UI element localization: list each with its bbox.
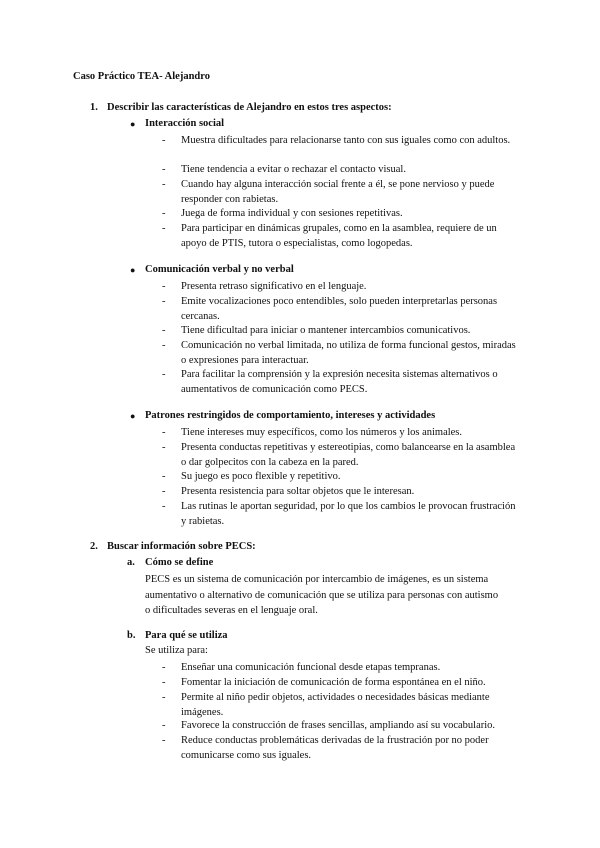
dash-icon: -	[162, 179, 166, 190]
dash-icon: -	[162, 135, 166, 146]
list-item: Emite vocalizaciones poco entendibles, solo pueden interpretarlas personas cercanas.	[181, 296, 498, 322]
dash-icon: -	[162, 471, 166, 482]
subsection-b-letter: b.	[127, 630, 136, 641]
list-item: Comunicación no verbal limitada, no utiliza de forma funcional gestos, miradas o expresiones para interactuar.	[181, 340, 516, 366]
dash-icon: -	[162, 340, 166, 351]
bullet-icon: ●	[130, 411, 136, 421]
dash-icon: -	[162, 223, 166, 234]
list-item: Permite al niño pedir objetos, actividades o necesidades básicas mediante imágenes.	[181, 692, 490, 718]
dash-icon: -	[162, 692, 166, 703]
list-item: Reduce conductas problemáticas derivadas de la frustración por no poder comunicarse como sus iguales.	[181, 735, 489, 761]
list-item: Para facilitar la comprensión y la expresión necesita sistemas alternativos o aumentativos de comunicación como PECS.	[181, 369, 498, 395]
list-item: Tiene dificultad para iniciar o mantener intercambios comunicativos.	[181, 325, 471, 336]
list-item: Las rutinas le aportan seguridad, por lo que los cambios le provocan frustración y rabietas.	[181, 501, 516, 527]
dash-icon: -	[162, 208, 166, 219]
dash-icon: -	[162, 325, 166, 336]
list-item: Presenta retraso significativo en el lenguaje.	[181, 281, 367, 292]
dash-icon: -	[162, 164, 166, 175]
dash-icon: -	[162, 662, 166, 673]
dash-icon: -	[162, 501, 166, 512]
dash-icon: -	[162, 296, 166, 307]
list-item: Juega de forma individual y con sesiones repetitivas.	[181, 208, 403, 219]
section-2-number: 2.	[90, 541, 98, 552]
bullet-icon: ●	[130, 119, 136, 129]
subsection-b-title: Para qué se utiliza	[145, 630, 228, 641]
section-2-title: Buscar información sobre PECS:	[107, 541, 256, 552]
subsection-a-title: Cómo se define	[145, 557, 214, 568]
group-1-title: Interacción social	[145, 118, 225, 129]
dash-icon: -	[162, 720, 166, 731]
dash-icon: -	[162, 677, 166, 688]
bullet-icon: ●	[130, 265, 136, 275]
dash-icon: -	[162, 486, 166, 497]
section-1-number: 1.	[90, 102, 98, 113]
list-item: Tiene tendencia a evitar o rechazar el contacto visual.	[181, 164, 406, 175]
subsection-a-paragraph: PECS es un sistema de comunicación por intercambio de imágenes, es un sistema aumentativo o alternativo de comunicación que se utiliza para personas con autismo o dificultades severas en el lenguaje oral.	[145, 574, 499, 616]
subsection-b-intro: Se utiliza para:	[145, 645, 208, 656]
group-3-title: Patrones restringidos de comportamiento, intereses y actividades	[145, 410, 436, 421]
list-item: Presenta resistencia para soltar objetos que le interesan.	[181, 486, 415, 497]
list-item: Para participar en dinámicas grupales, como en la asamblea, requiere de un apoyo de PTIS, tutora o especialistas, como logopedas.	[181, 223, 497, 249]
list-item: Cuando hay alguna interacción social frente a él, se pone nervioso y puede responder con rabietas.	[181, 179, 495, 205]
list-item: Presenta conductas repetitivas y estereotipias, como balancearse en la asamblea o dar golpecitos con la cabeza en la pared.	[181, 442, 516, 468]
dash-icon: -	[162, 427, 166, 438]
dash-icon: -	[162, 369, 166, 380]
document-title: Caso Práctico TEA- Alejandro	[73, 71, 210, 82]
dash-icon: -	[162, 281, 166, 292]
dash-icon: -	[162, 442, 166, 453]
list-item: Muestra dificultades para relacionarse tanto con sus iguales como con adultos.	[181, 135, 511, 146]
list-item: Fomentar la iniciación de comunicación de forma espontánea en el niño.	[181, 677, 486, 688]
list-item: Favorece la construcción de frases sencillas, ampliando así su vocabulario.	[181, 720, 496, 731]
dash-icon: -	[162, 735, 166, 746]
group-2-title: Comunicación verbal y no verbal	[145, 264, 294, 275]
list-item: Enseñar una comunicación funcional desde etapas tempranas.	[181, 662, 441, 673]
section-1-title: Describir las características de Alejandro en estos tres aspectos:	[107, 102, 392, 113]
list-item: Su juego es poco flexible y repetitivo.	[181, 471, 341, 482]
list-item: Tiene intereses muy específicos, como los números y los animales.	[181, 427, 463, 438]
subsection-a-letter: a.	[127, 557, 135, 568]
